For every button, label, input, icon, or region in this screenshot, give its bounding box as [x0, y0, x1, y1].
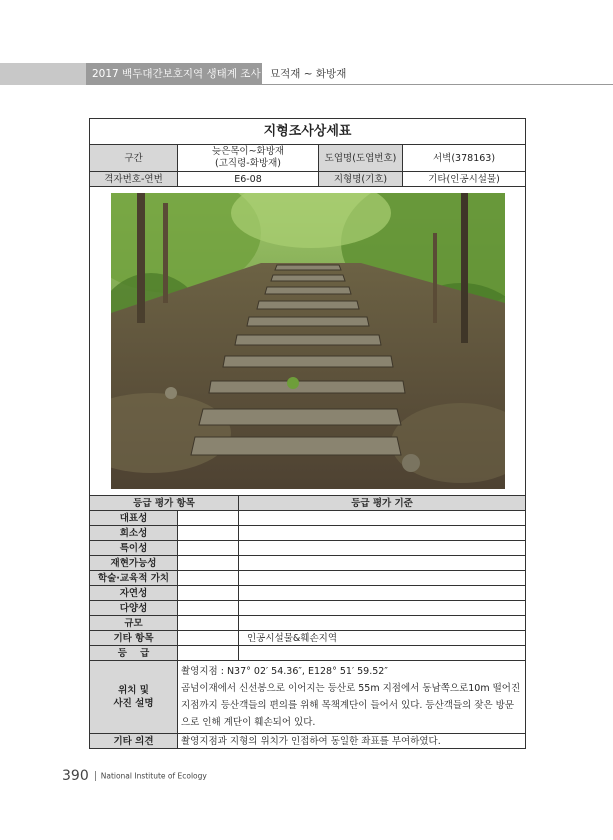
map-label: 도엽명(도엽번호)	[319, 145, 403, 172]
grading-row	[90, 601, 526, 616]
series-title: 2017 백두대간보호지역 생태계 조사	[86, 63, 262, 85]
grading-item-criteria	[239, 601, 526, 616]
grading-item-value	[178, 646, 239, 661]
grading-item-label: 자연성	[90, 586, 178, 601]
grading-row	[90, 631, 526, 646]
grading-row	[90, 616, 526, 631]
grid-value: E6-08	[178, 172, 319, 187]
survey-table	[89, 118, 526, 749]
grading-item-value	[178, 511, 239, 526]
grading-row	[90, 541, 526, 556]
grading-item-header: 등급 평가 항목	[90, 496, 239, 511]
grading-row	[90, 511, 526, 526]
grading-item-criteria	[239, 541, 526, 556]
section-value	[178, 145, 319, 172]
grading-item-value	[178, 571, 239, 586]
other-opinion-label: 기타 의견	[90, 734, 178, 749]
grading-row	[90, 586, 526, 601]
grading-item-value	[178, 586, 239, 601]
grading-item-criteria	[239, 616, 526, 631]
header-accent-block	[0, 63, 86, 85]
grading-row	[90, 646, 526, 661]
grading-item-label: 희소성	[90, 526, 178, 541]
grading-item-criteria	[239, 556, 526, 571]
grading-item-value	[178, 541, 239, 556]
grading-item-criteria	[239, 511, 526, 526]
grading-item-value	[178, 601, 239, 616]
grading-item-label: 규모	[90, 616, 178, 631]
location-label-line1: 위치 및	[118, 685, 149, 696]
grading-item-value	[178, 556, 239, 571]
grading-item-criteria	[239, 646, 526, 661]
photo-coordinates: 촬영지점 : N37° 02′ 54.36″, E128° 51′ 59.52″	[181, 666, 388, 677]
map-value: 서벽(378163)	[403, 145, 526, 172]
grading-row	[90, 526, 526, 541]
section-label: 구간	[90, 145, 178, 172]
grading-item-criteria	[239, 586, 526, 601]
grading-row	[90, 571, 526, 586]
page-footer	[62, 768, 207, 784]
grading-rows	[90, 511, 526, 661]
grading-item-label: 대표성	[90, 511, 178, 526]
grading-item-value	[178, 631, 239, 646]
grading-item-label: 재현가능성	[90, 556, 178, 571]
section-value-line2: (고직령-화방재)	[215, 158, 281, 169]
photo-description: 곰넘이재에서 신선봉으로 이어지는 등산로 55m 지점에서 동남쪽으로10m 떨어진 지점까지 등산객들의 편의를 위해 목책계단이 들어서 있다. 등산객들의 잦은 방문으로 인해 계단이 훼손되어 있다.	[181, 683, 521, 728]
grading-item-value	[178, 526, 239, 541]
grading-item-criteria: 인공시설물&훼손지역	[239, 631, 526, 646]
grid-label: 격자번호-연번	[90, 172, 178, 187]
grading-item-criteria	[239, 571, 526, 586]
sheet-title: 지형조사상세표	[90, 119, 526, 145]
grading-criteria-header: 등급 평가 기준	[239, 496, 526, 511]
grading-item-label: 기타 항목	[90, 631, 178, 646]
grading-item-label: 다양성	[90, 601, 178, 616]
footer-org: National Institute of Ecology	[100, 771, 207, 781]
grading-item-value	[178, 616, 239, 631]
section-title: 묘적재 ~ 화방재	[270, 68, 347, 80]
section-value-line1: 늦은목이~화방재	[211, 146, 285, 157]
trail-photo-image	[111, 193, 505, 489]
footer-divider	[95, 771, 96, 781]
page-number: 390	[62, 768, 89, 784]
grading-item-label: 등 급	[90, 646, 178, 661]
grading-item-criteria	[239, 526, 526, 541]
grading-item-label: 특이성	[90, 541, 178, 556]
trail-photo	[111, 193, 505, 489]
running-header	[0, 63, 613, 85]
survey-sheet	[89, 118, 525, 749]
landform-value: 기타(인공시설물)	[403, 172, 526, 187]
location-label	[90, 661, 178, 734]
photo-cell	[90, 187, 526, 496]
location-label-line2: 사진 설명	[113, 698, 154, 709]
landform-label: 지형명(기호)	[319, 172, 403, 187]
header-rule	[262, 84, 613, 85]
grading-item-label: 학술·교육적 가치	[90, 571, 178, 586]
location-description	[178, 661, 526, 734]
grading-row	[90, 556, 526, 571]
other-opinion-value: 촬영지점과 지형의 위치가 인접하여 동일한 좌표를 부여하였다.	[178, 734, 526, 749]
